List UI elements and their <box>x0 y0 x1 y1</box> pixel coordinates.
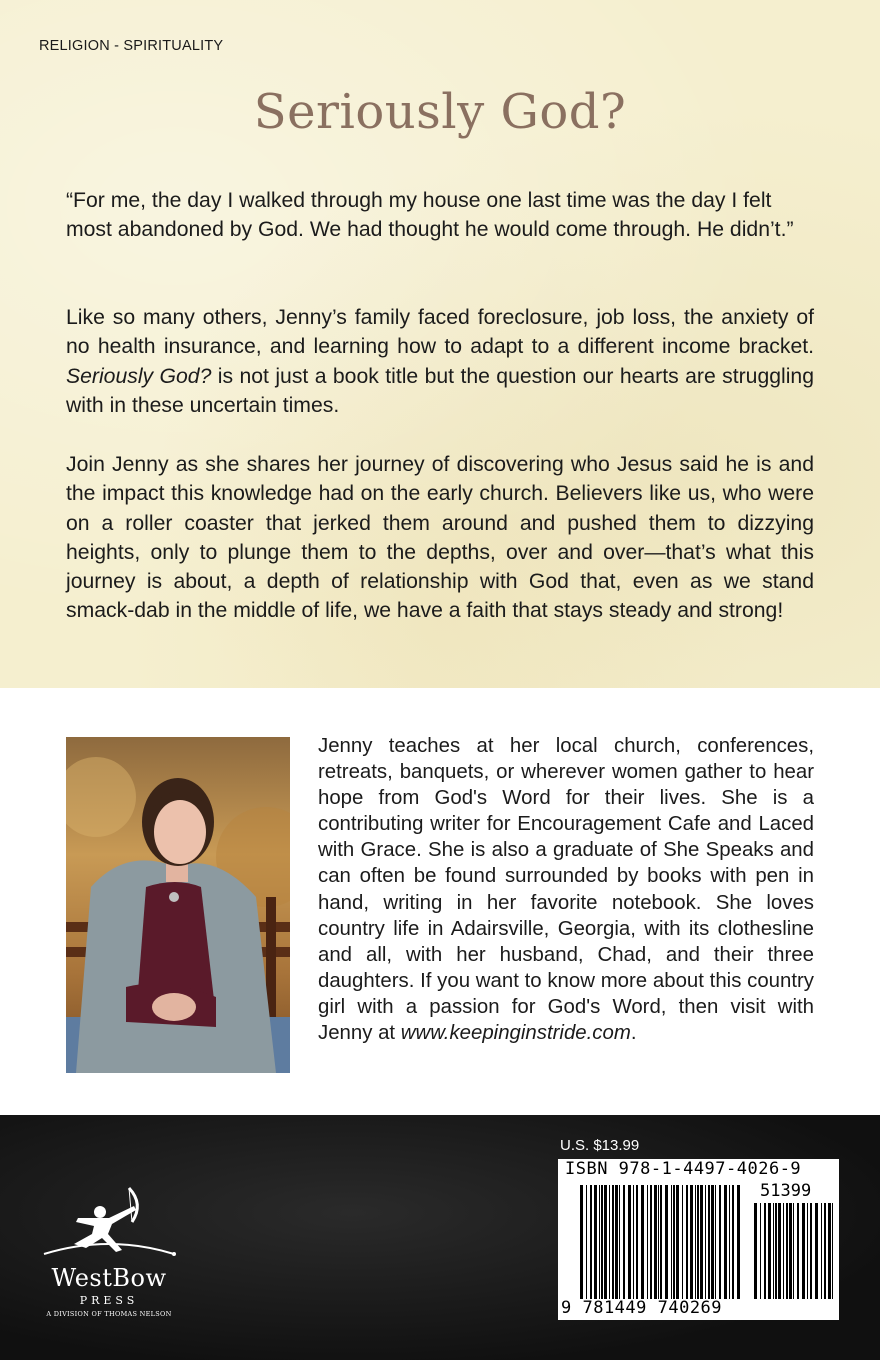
publisher-press: PRESS <box>79 1294 139 1307</box>
barcode-bar <box>594 1185 597 1299</box>
publisher-division: A DIVISION OF THOMAS NELSON <box>46 1310 172 1318</box>
archer-icon <box>34 1182 184 1262</box>
barcode-bar <box>775 1203 777 1299</box>
barcode-bar <box>623 1185 625 1299</box>
barcode-bar <box>705 1185 706 1299</box>
barcode-bar <box>604 1185 607 1299</box>
journey-paragraph: Join Jenny as she shares her journey of discovering who Jesus said he is and the impact this knowledge had on the early church. Believers like us, who were on a roller coaster that jerked them around and pushed them to dizzying heights, only to plunge them to the depths, over and over—that’s what this journey is about, a depth of relationship with God that, even as we stand smack-dab in the middle of life, we have a faith that stays steady and strong! <box>66 453 814 623</box>
opening-quote: “For me, the day I walked through my house one last time was the day I felt most abandoned by God. We had thought he would come through. He didn’t.” <box>66 189 794 242</box>
barcode-addon-number: 51399 <box>760 1181 812 1201</box>
barcode-bar <box>802 1203 805 1299</box>
barcode-bar <box>612 1185 614 1299</box>
barcode-bar <box>650 1185 652 1299</box>
barcode-bar <box>633 1185 634 1299</box>
barcode-bar <box>599 1185 600 1299</box>
barcode-bar <box>760 1203 761 1299</box>
barcode-bar <box>676 1185 679 1299</box>
barcode-bar <box>580 1185 583 1299</box>
author-website-link[interactable]: www.keepinginstride.com <box>400 1022 631 1045</box>
publisher-logo <box>34 1182 184 1332</box>
barcode-bar <box>697 1185 699 1299</box>
barcode-bar <box>732 1185 734 1299</box>
author-photo-illustration <box>66 737 290 1073</box>
description-text-end: is not just a book title but the question our hearts are struggling with in these uncertain times. <box>66 364 814 417</box>
barcode-bar <box>773 1203 774 1299</box>
barcode-bar <box>737 1185 740 1299</box>
barcode-bar <box>729 1185 730 1299</box>
description-paragraph <box>66 303 814 420</box>
barcode-bar <box>810 1203 812 1299</box>
barcode-bar <box>719 1185 721 1299</box>
barcode-bar <box>601 1185 603 1299</box>
barcode-bar <box>793 1203 794 1299</box>
barcode-bar <box>708 1185 710 1299</box>
barcode-bar <box>590 1185 592 1299</box>
barcode-bar <box>754 1203 757 1299</box>
barcode-bar <box>654 1185 657 1299</box>
barcode-bar <box>615 1185 618 1299</box>
barcode-bar <box>658 1185 659 1299</box>
barcode <box>558 1159 839 1320</box>
category-label: RELIGION - SPIRITUALITY <box>39 38 224 54</box>
barcode-bar <box>807 1203 808 1299</box>
barcode-bar <box>768 1203 771 1299</box>
barcode-bar <box>778 1203 781 1299</box>
barcode-bar <box>797 1203 799 1299</box>
barcode-bar <box>700 1185 703 1299</box>
barcode-bar <box>619 1185 620 1299</box>
barcode-digits: 9 781449 740269 <box>561 1298 723 1318</box>
barcode-bar <box>789 1203 792 1299</box>
barcode-bar <box>690 1185 693 1299</box>
barcode-bar <box>695 1185 696 1299</box>
barcode-bar <box>671 1185 672 1299</box>
barcode-bar <box>815 1203 818 1299</box>
barcode-bar <box>628 1185 631 1299</box>
barcode-bar <box>828 1203 831 1299</box>
barcode-bar <box>636 1185 638 1299</box>
barcode-bar <box>682 1185 683 1299</box>
barcode-bar <box>715 1185 716 1299</box>
author-photo <box>66 737 290 1073</box>
barcode-bar <box>786 1203 788 1299</box>
barcode-bar <box>647 1185 648 1299</box>
isbn-number: ISBN 978-1-4497-4026-9 <box>565 1159 802 1179</box>
barcode-bar <box>724 1185 727 1299</box>
barcode-bar <box>783 1203 784 1299</box>
barcode-bar <box>711 1185 714 1299</box>
title-italic: Seriously God? <box>66 364 212 388</box>
barcode-bar <box>686 1185 688 1299</box>
author-bio-text: Jenny teaches at her local church, conferences, retreats, banquets, or wherever women gather to hear hope from God's Word for their lives. She is a contributing writer for Encouragement Cafe and Laced with Grace. She is also a graduate of She Speaks and can often be found surrounded by books with pen in hand, writing in her favorite notebook. She loves country life in Adairsville, Georgia, with its clothesline and all, with her husband, Chad, and their three daughters. If you want to know more about this country girl with a passion for God's Word, then visit with Jenny at <box>318 735 814 1045</box>
author-bio <box>318 733 814 1046</box>
barcode-bar <box>609 1185 610 1299</box>
description-text: Like so many others, Jenny’s family faced foreclosure, job loss, the anxiety of no health insurance, and learning how to adapt to a different income bracket. <box>66 306 814 359</box>
barcode-bar <box>821 1203 822 1299</box>
book-title: Seriously God? <box>253 84 627 140</box>
author-bio-end: . <box>630 1022 637 1045</box>
barcode-bar <box>673 1185 675 1299</box>
barcode-bar <box>832 1203 833 1299</box>
barcode-bar <box>764 1203 766 1299</box>
publisher-name: WestBow <box>51 1264 167 1292</box>
price-label: U.S. $13.99 <box>560 1137 640 1154</box>
barcode-bar <box>665 1185 668 1299</box>
barcode-bar <box>824 1203 826 1299</box>
barcode-bar <box>660 1185 662 1299</box>
barcode-bar <box>586 1185 587 1299</box>
barcode-bar <box>641 1185 644 1299</box>
